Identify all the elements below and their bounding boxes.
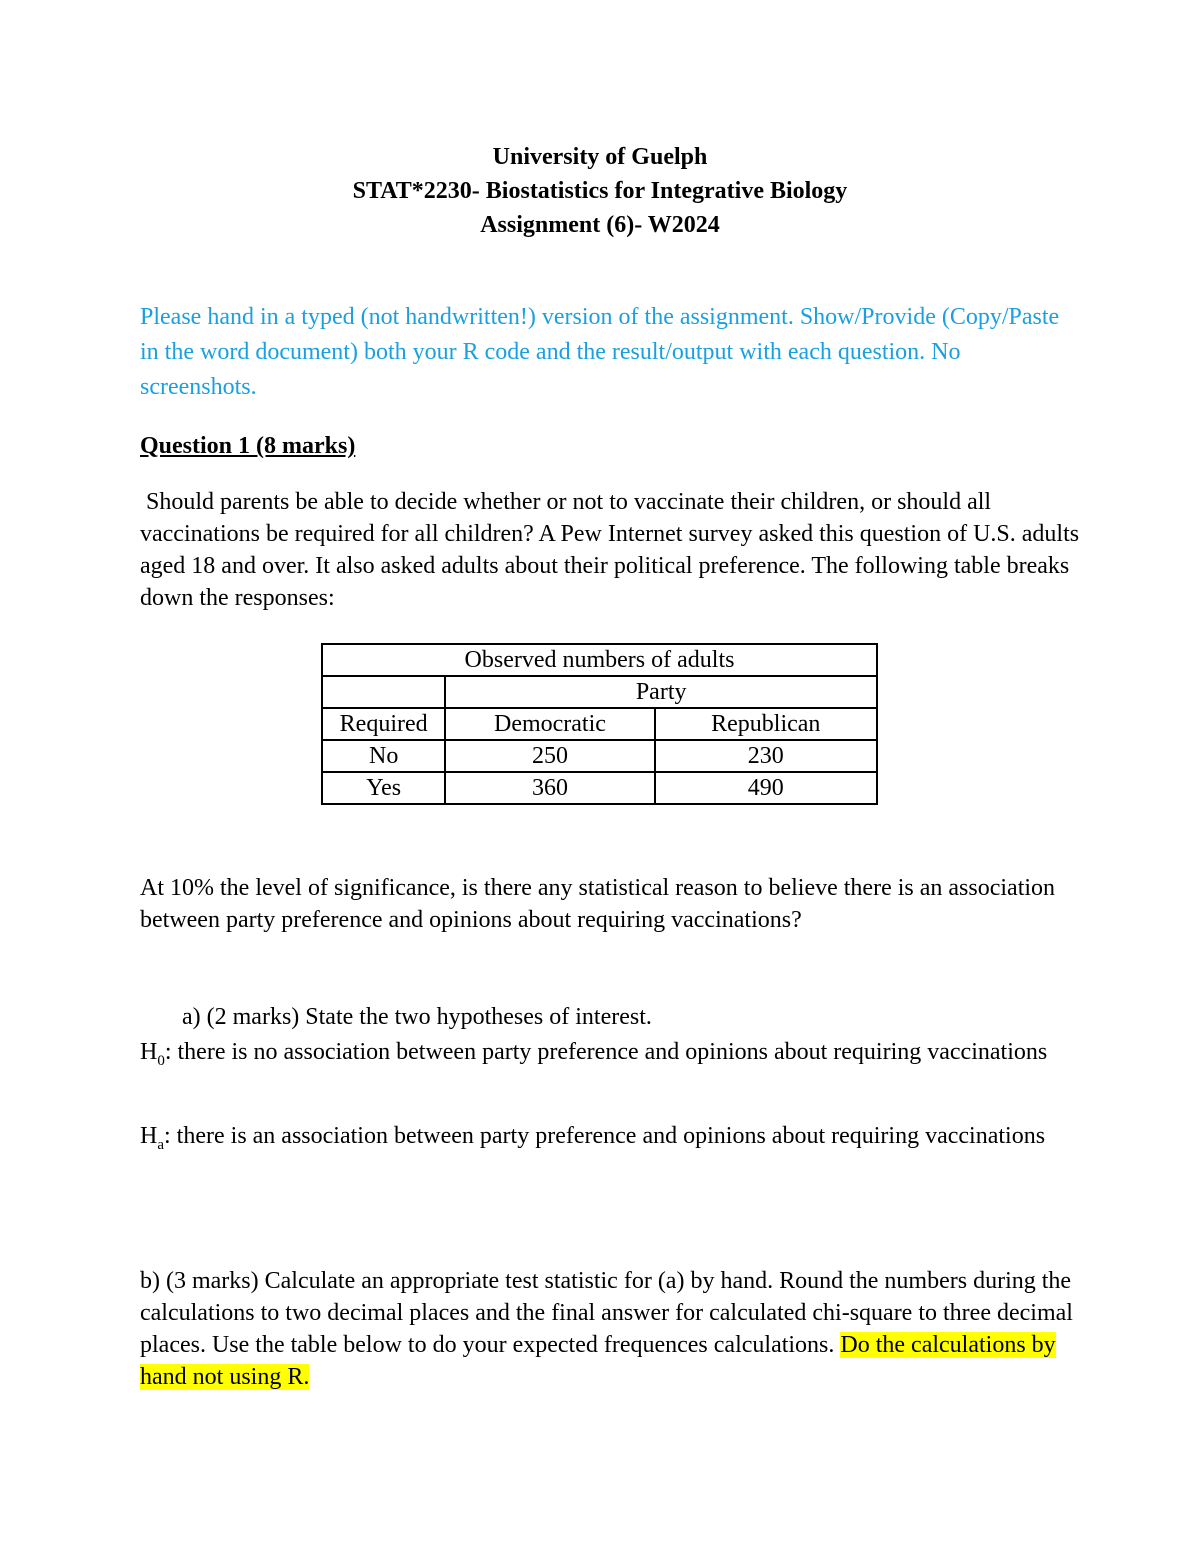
- part-b-highlighted-instruction: Do the calculations by hand not using R.: [140, 1332, 1056, 1390]
- h0-symbol: H: [140, 1039, 158, 1065]
- table-row-label: No: [322, 740, 445, 772]
- document-header: [0, 140, 1200, 242]
- table-title: Observed numbers of adults: [322, 644, 877, 676]
- alternative-hypothesis: [140, 1119, 1105, 1154]
- question-1-prompt: At 10% the level of significance, is there any statistical reason to believe there is an association between party preference and opinions about requiring vaccinations?: [140, 875, 1056, 933]
- table-cell: 360: [445, 772, 654, 804]
- null-hypothesis: [140, 1035, 1105, 1070]
- university-name: University of Guelph: [492, 144, 708, 170]
- table-col-header: Republican: [655, 708, 877, 740]
- ha-text: : there is an association between party preference and opinions about requiring vaccinations: [164, 1123, 1046, 1149]
- table-cell: 230: [655, 740, 877, 772]
- part-a-text: a) (2 marks) State the two hypotheses of interest.: [182, 1004, 652, 1030]
- question-1-heading: Question 1 (8 marks): [140, 433, 356, 459]
- part-b-body: b) (3 marks) Calculate an appropriate test statistic for (a) by hand. Round the numbers during the calculations to two decimal places and the final answer for calculated chi-square to three decimal places. Use the table below to do your expected frequences calculations.: [140, 1268, 1073, 1358]
- table-row: [322, 772, 877, 804]
- table-header-row: [322, 708, 877, 740]
- table-cell: 250: [445, 740, 654, 772]
- table-group-row: [322, 676, 877, 708]
- observed-table: [321, 643, 878, 805]
- course-title: STAT*2230- Biostatistics for Integrative Biology: [352, 178, 848, 204]
- part-b-text: [140, 1265, 1105, 1393]
- assignment-title: Assignment (6)- W2024: [480, 212, 720, 238]
- table-empty-cell: [322, 676, 445, 708]
- table-row: [322, 740, 877, 772]
- h0-text: : there is no association between party preference and opinions about requiring vaccinations: [164, 1039, 1048, 1065]
- ha-subscript: a: [157, 1136, 165, 1153]
- table-row-header: Required: [322, 708, 445, 740]
- ha-symbol: H: [140, 1123, 158, 1149]
- intro-text: Should parents be able to decide whether or not to vaccinate their children, or should all vaccinations be required for all children? A Pew Internet survey asked this question of U.S. adults aged 18 and over. It also asked adults about their political preference. The following table breaks down the responses:: [140, 489, 1080, 611]
- table-col-header: Democratic: [445, 708, 654, 740]
- table-group-header: Party: [445, 676, 877, 708]
- submission-notice: Please hand in a typed (not handwritten!) version of the assignment. Show/Provide (Copy/Paste in the word document) both your R code and the result/output with each question. No screenshots.: [140, 304, 1060, 400]
- table-title-row: [322, 644, 877, 676]
- question-1-intro: [140, 486, 1105, 614]
- h0-subscript: 0: [157, 1052, 165, 1069]
- table-row-label: Yes: [322, 772, 445, 804]
- table-cell: 490: [655, 772, 877, 804]
